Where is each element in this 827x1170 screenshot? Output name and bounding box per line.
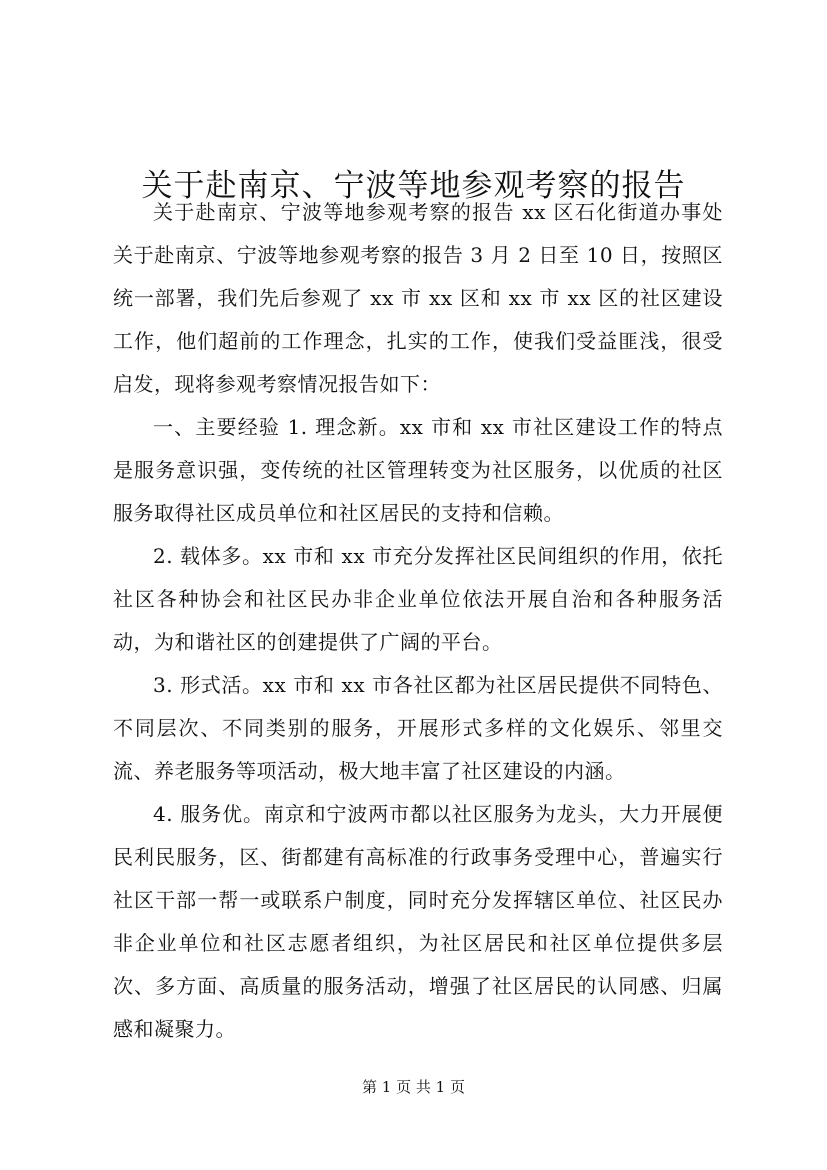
paragraph-experience-3: 3. 形式活。xx 市和 xx 市各社区都为社区居民提供不同特色、不同层次、不同类别的服务，开展形式多样的文化娱乐、邻里交流、养老服务等项活动，极大地丰富了社区建设的内涵。 bbox=[113, 673, 723, 783]
paragraph-experience-4: 4. 服务优。南京和宁波两市都以社区服务为龙头，大力开展便民利民服务，区、街都建有高标准的行政事务受理中心，普遍实行社区干部一帮一或联系户制度，同时充分发挥辖区单位、社区民办非企业单位和社区志愿者组织，为社区居民和社区单位提供多层次、多方面、高质量的服务活动，增强了社区居民的认同感、归属感和凝聚力。 bbox=[113, 802, 723, 1041]
paragraph-experience-2: 2. 载体多。xx 市和 xx 市充分发挥社区民间组织的作用，依托社区各种协会和社区民办非企业单位依法开展自治和各种服务活动，为和谐社区的创建提供了广阔的平台。 bbox=[113, 544, 723, 654]
document-title: 关于赴南京、宁波等地参观考察的报告 bbox=[141, 167, 686, 204]
paragraph-experience-1: 一、主要经验 1. 理念新。xx 市和 xx 市社区建设工作的特点是服务意识强，变传统的社区管理转变为社区服务，以优质的社区服务取得社区成员单位和社区居民的支持和信赖。 bbox=[113, 415, 723, 525]
document-body bbox=[113, 191, 723, 1051]
paragraph-intro: 关于赴南京、宁波等地参观考察的报告 xx 区石化街道办事处关于赴南京、宁波等地参观考察的报告 3 月 2 日至 10 日，按照区统一部署，我们先后参观了 xx 市 xx 区和 xx 市 xx 区的社区建设工作，他们超前的工作理念，扎实的工作，使我们受益匪浅，很受启发，现将参观考察情况报告如下： bbox=[113, 200, 723, 396]
page-footer: 第 1 页 共 1 页 bbox=[362, 1078, 465, 1096]
